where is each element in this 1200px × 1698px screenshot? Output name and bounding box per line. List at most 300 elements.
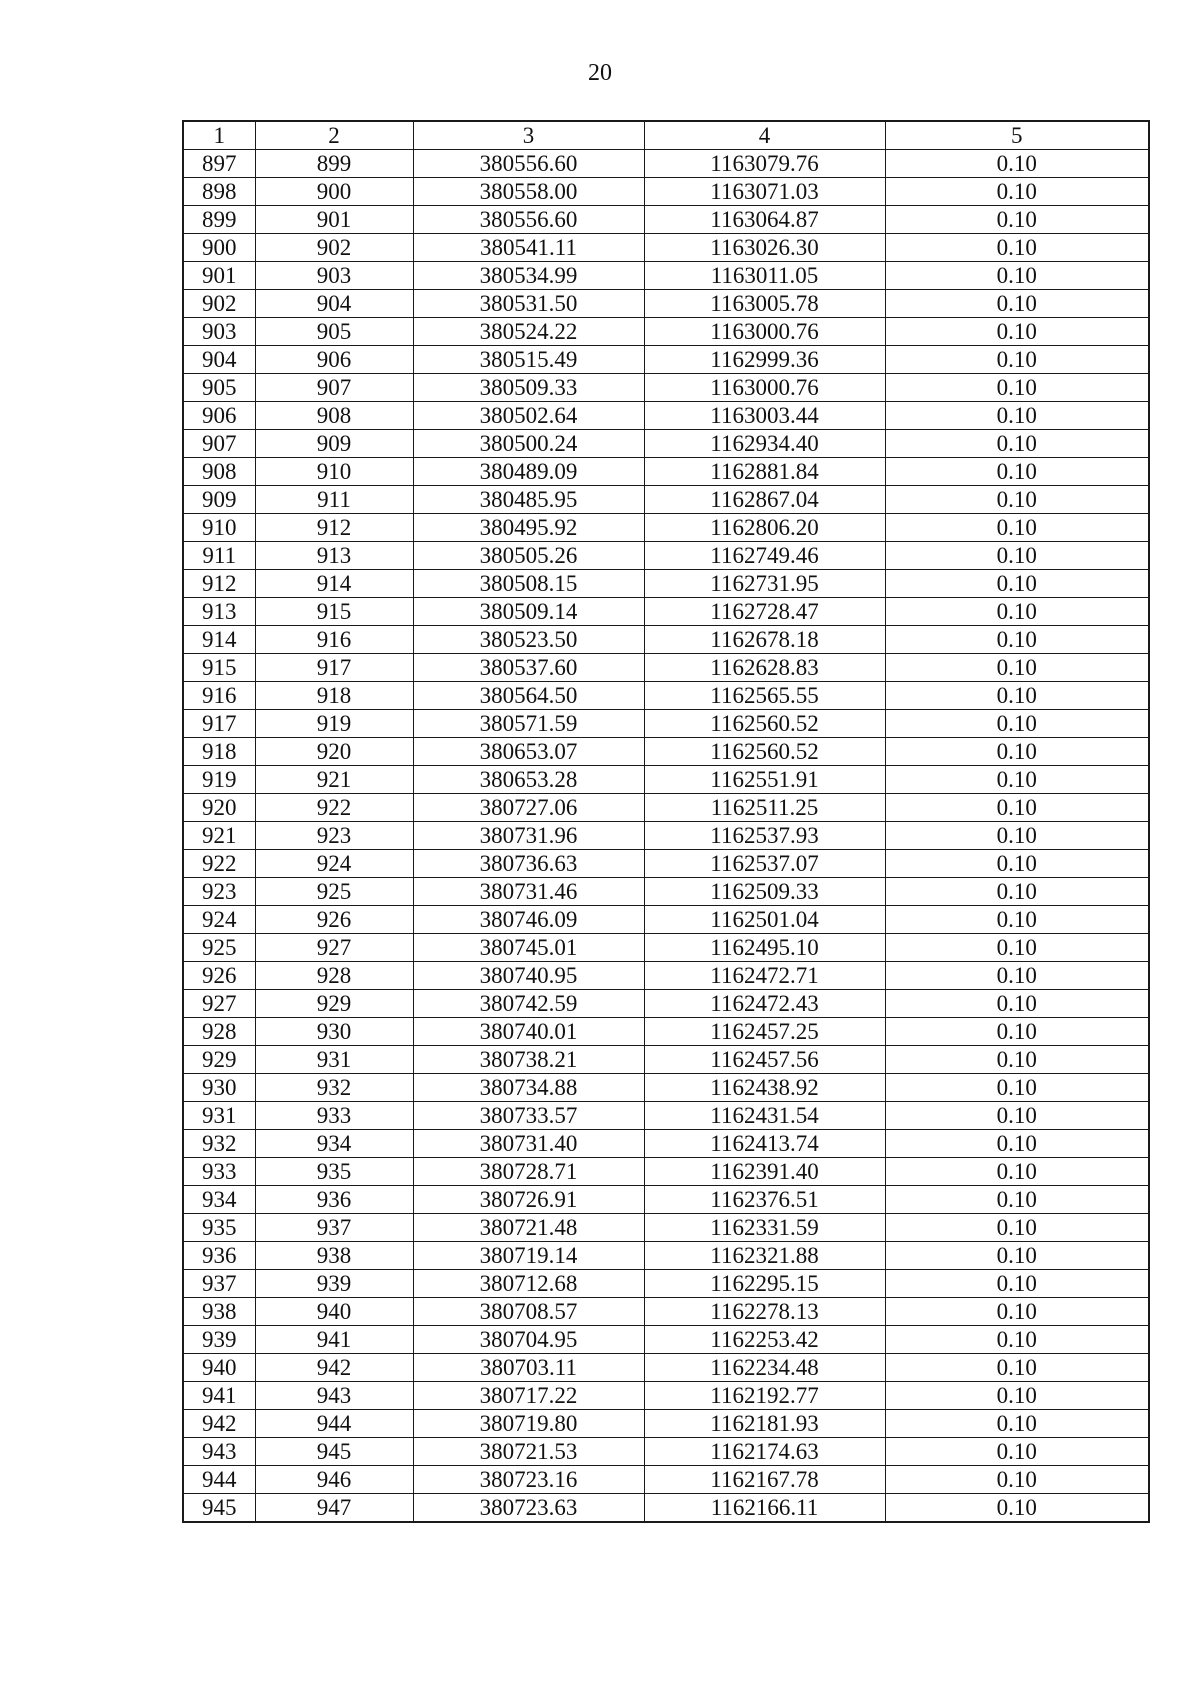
table-row (183, 1438, 1149, 1466)
y-coordinate-cell: 1162457.56 (644, 1046, 885, 1074)
y-coordinate-cell: 1162628.83 (644, 654, 885, 682)
table-row (183, 346, 1149, 374)
point-number-cell: 930 (255, 1018, 413, 1046)
row-index-cell: 945 (183, 1494, 255, 1523)
table-row (183, 934, 1149, 962)
point-number-cell: 923 (255, 822, 413, 850)
y-coordinate-cell: 1163064.87 (644, 206, 885, 234)
y-coordinate-cell: 1163003.44 (644, 402, 885, 430)
x-coordinate-cell: 380723.63 (413, 1494, 644, 1523)
row-index-cell: 909 (183, 486, 255, 514)
x-coordinate-cell: 380523.50 (413, 626, 644, 654)
point-number-cell: 941 (255, 1326, 413, 1354)
tolerance-cell: 0.10 (885, 1466, 1149, 1494)
point-number-cell: 915 (255, 598, 413, 626)
point-number-cell: 931 (255, 1046, 413, 1074)
point-number-cell: 929 (255, 990, 413, 1018)
table-header-row (183, 121, 1149, 150)
x-coordinate-cell: 380489.09 (413, 458, 644, 486)
row-index-cell: 923 (183, 878, 255, 906)
y-coordinate-cell: 1162376.51 (644, 1186, 885, 1214)
tolerance-cell: 0.10 (885, 1046, 1149, 1074)
y-coordinate-cell: 1162537.07 (644, 850, 885, 878)
y-coordinate-cell: 1162509.33 (644, 878, 885, 906)
x-coordinate-cell: 380509.33 (413, 374, 644, 402)
table-row (183, 766, 1149, 794)
x-coordinate-cell: 380717.22 (413, 1382, 644, 1410)
table-row (183, 850, 1149, 878)
row-index-cell: 903 (183, 318, 255, 346)
table-row (183, 654, 1149, 682)
x-coordinate-cell: 380653.28 (413, 766, 644, 794)
point-number-cell: 902 (255, 234, 413, 262)
tolerance-cell: 0.10 (885, 1018, 1149, 1046)
row-index-cell: 920 (183, 794, 255, 822)
table-row (183, 1158, 1149, 1186)
point-number-cell: 901 (255, 206, 413, 234)
table-row (183, 542, 1149, 570)
table-row (183, 598, 1149, 626)
tolerance-cell: 0.10 (885, 1494, 1149, 1523)
row-index-cell: 899 (183, 206, 255, 234)
x-coordinate-cell: 380531.50 (413, 290, 644, 318)
table-row (183, 1074, 1149, 1102)
column-header-2: 2 (255, 121, 413, 150)
table-row (183, 486, 1149, 514)
point-number-cell: 906 (255, 346, 413, 374)
tolerance-cell: 0.10 (885, 794, 1149, 822)
column-header-5: 5 (885, 121, 1149, 150)
x-coordinate-cell: 380723.16 (413, 1466, 644, 1494)
point-number-cell: 905 (255, 318, 413, 346)
tolerance-cell: 0.10 (885, 514, 1149, 542)
y-coordinate-cell: 1162166.11 (644, 1494, 885, 1523)
row-index-cell: 908 (183, 458, 255, 486)
y-coordinate-cell: 1162678.18 (644, 626, 885, 654)
table-row (183, 794, 1149, 822)
row-index-cell: 897 (183, 150, 255, 178)
point-number-cell: 921 (255, 766, 413, 794)
x-coordinate-cell: 380515.49 (413, 346, 644, 374)
table-body (183, 150, 1149, 1523)
x-coordinate-cell: 380745.01 (413, 934, 644, 962)
point-number-cell: 904 (255, 290, 413, 318)
x-coordinate-cell: 380556.60 (413, 206, 644, 234)
x-coordinate-cell: 380746.09 (413, 906, 644, 934)
row-index-cell: 917 (183, 710, 255, 738)
point-number-cell: 933 (255, 1102, 413, 1130)
point-number-cell: 914 (255, 570, 413, 598)
row-index-cell: 905 (183, 374, 255, 402)
y-coordinate-cell: 1163071.03 (644, 178, 885, 206)
y-coordinate-cell: 1162438.92 (644, 1074, 885, 1102)
y-coordinate-cell: 1163011.05 (644, 262, 885, 290)
row-index-cell: 907 (183, 430, 255, 458)
y-coordinate-cell: 1162806.20 (644, 514, 885, 542)
point-number-cell: 912 (255, 514, 413, 542)
point-number-cell: 919 (255, 710, 413, 738)
table-row (183, 374, 1149, 402)
column-header-4: 4 (644, 121, 885, 150)
point-number-cell: 903 (255, 262, 413, 290)
x-coordinate-cell: 380726.91 (413, 1186, 644, 1214)
tolerance-cell: 0.10 (885, 402, 1149, 430)
x-coordinate-cell: 380738.21 (413, 1046, 644, 1074)
y-coordinate-cell: 1162551.91 (644, 766, 885, 794)
x-coordinate-cell: 380727.06 (413, 794, 644, 822)
row-index-cell: 901 (183, 262, 255, 290)
x-coordinate-cell: 380571.59 (413, 710, 644, 738)
tolerance-cell: 0.10 (885, 850, 1149, 878)
tolerance-cell: 0.10 (885, 1298, 1149, 1326)
row-index-cell: 939 (183, 1326, 255, 1354)
y-coordinate-cell: 1162234.48 (644, 1354, 885, 1382)
tolerance-cell: 0.10 (885, 1102, 1149, 1130)
tolerance-cell: 0.10 (885, 346, 1149, 374)
row-index-cell: 929 (183, 1046, 255, 1074)
point-number-cell: 899 (255, 150, 413, 178)
point-number-cell: 911 (255, 486, 413, 514)
table-row (183, 822, 1149, 850)
row-index-cell: 902 (183, 290, 255, 318)
point-number-cell: 925 (255, 878, 413, 906)
point-number-cell: 937 (255, 1214, 413, 1242)
y-coordinate-cell: 1162472.43 (644, 990, 885, 1018)
x-coordinate-cell: 380736.63 (413, 850, 644, 878)
tolerance-cell: 0.10 (885, 1158, 1149, 1186)
point-number-cell: 932 (255, 1074, 413, 1102)
x-coordinate-cell: 380731.40 (413, 1130, 644, 1158)
x-coordinate-cell: 380740.95 (413, 962, 644, 990)
table-row (183, 1382, 1149, 1410)
row-index-cell: 935 (183, 1214, 255, 1242)
y-coordinate-cell: 1162867.04 (644, 486, 885, 514)
tolerance-cell: 0.10 (885, 626, 1149, 654)
point-number-cell: 938 (255, 1242, 413, 1270)
point-number-cell: 936 (255, 1186, 413, 1214)
y-coordinate-cell: 1162565.55 (644, 682, 885, 710)
y-coordinate-cell: 1162295.15 (644, 1270, 885, 1298)
coordinates-table (182, 120, 1150, 1523)
row-index-cell: 943 (183, 1438, 255, 1466)
y-coordinate-cell: 1162167.78 (644, 1466, 885, 1494)
row-index-cell: 922 (183, 850, 255, 878)
point-number-cell: 944 (255, 1410, 413, 1438)
point-number-cell: 945 (255, 1438, 413, 1466)
x-coordinate-cell: 380500.24 (413, 430, 644, 458)
x-coordinate-cell: 380719.14 (413, 1242, 644, 1270)
point-number-cell: 940 (255, 1298, 413, 1326)
x-coordinate-cell: 380742.59 (413, 990, 644, 1018)
row-index-cell: 904 (183, 346, 255, 374)
y-coordinate-cell: 1162278.13 (644, 1298, 885, 1326)
row-index-cell: 944 (183, 1466, 255, 1494)
table-row (183, 178, 1149, 206)
x-coordinate-cell: 380564.50 (413, 682, 644, 710)
y-coordinate-cell: 1162749.46 (644, 542, 885, 570)
y-coordinate-cell: 1163000.76 (644, 318, 885, 346)
y-coordinate-cell: 1163079.76 (644, 150, 885, 178)
tolerance-cell: 0.10 (885, 1130, 1149, 1158)
tolerance-cell: 0.10 (885, 570, 1149, 598)
tolerance-cell: 0.10 (885, 206, 1149, 234)
y-coordinate-cell: 1162881.84 (644, 458, 885, 486)
x-coordinate-cell: 380653.07 (413, 738, 644, 766)
row-index-cell: 934 (183, 1186, 255, 1214)
row-index-cell: 898 (183, 178, 255, 206)
y-coordinate-cell: 1162174.63 (644, 1438, 885, 1466)
tolerance-cell: 0.10 (885, 1270, 1149, 1298)
y-coordinate-cell: 1162431.54 (644, 1102, 885, 1130)
row-index-cell: 931 (183, 1102, 255, 1130)
y-coordinate-cell: 1162331.59 (644, 1214, 885, 1242)
point-number-cell: 928 (255, 962, 413, 990)
row-index-cell: 919 (183, 766, 255, 794)
x-coordinate-cell: 380740.01 (413, 1018, 644, 1046)
page-number: 20 (588, 60, 612, 86)
table-row (183, 738, 1149, 766)
y-coordinate-cell: 1162181.93 (644, 1410, 885, 1438)
x-coordinate-cell: 380703.11 (413, 1354, 644, 1382)
y-coordinate-cell: 1162560.52 (644, 738, 885, 766)
row-index-cell: 921 (183, 822, 255, 850)
column-header-3: 3 (413, 121, 644, 150)
y-coordinate-cell: 1162934.40 (644, 430, 885, 458)
table-row (183, 1354, 1149, 1382)
table-row (183, 206, 1149, 234)
tolerance-cell: 0.10 (885, 374, 1149, 402)
x-coordinate-cell: 380558.00 (413, 178, 644, 206)
point-number-cell: 900 (255, 178, 413, 206)
table-row (183, 1410, 1149, 1438)
row-index-cell: 933 (183, 1158, 255, 1186)
table-row (183, 430, 1149, 458)
x-coordinate-cell: 380495.92 (413, 514, 644, 542)
y-coordinate-cell: 1162999.36 (644, 346, 885, 374)
row-index-cell: 940 (183, 1354, 255, 1382)
tolerance-cell: 0.10 (885, 1326, 1149, 1354)
point-number-cell: 943 (255, 1382, 413, 1410)
x-coordinate-cell: 380508.15 (413, 570, 644, 598)
row-index-cell: 916 (183, 682, 255, 710)
y-coordinate-cell: 1162472.71 (644, 962, 885, 990)
row-index-cell: 924 (183, 906, 255, 934)
row-index-cell: 937 (183, 1270, 255, 1298)
tolerance-cell: 0.10 (885, 1074, 1149, 1102)
tolerance-cell: 0.10 (885, 542, 1149, 570)
y-coordinate-cell: 1162192.77 (644, 1382, 885, 1410)
row-index-cell: 942 (183, 1410, 255, 1438)
tolerance-cell: 0.10 (885, 458, 1149, 486)
y-coordinate-cell: 1162537.93 (644, 822, 885, 850)
point-number-cell: 916 (255, 626, 413, 654)
row-index-cell: 914 (183, 626, 255, 654)
y-coordinate-cell: 1162413.74 (644, 1130, 885, 1158)
table-row (183, 262, 1149, 290)
table-row (183, 150, 1149, 178)
table-row (183, 626, 1149, 654)
y-coordinate-cell: 1163026.30 (644, 234, 885, 262)
y-coordinate-cell: 1162501.04 (644, 906, 885, 934)
table-row (183, 906, 1149, 934)
point-number-cell: 935 (255, 1158, 413, 1186)
point-number-cell: 920 (255, 738, 413, 766)
tolerance-cell: 0.10 (885, 178, 1149, 206)
tolerance-cell: 0.10 (885, 682, 1149, 710)
row-index-cell: 911 (183, 542, 255, 570)
tolerance-cell: 0.10 (885, 822, 1149, 850)
row-index-cell: 941 (183, 1382, 255, 1410)
column-header-1: 1 (183, 121, 255, 150)
row-index-cell: 918 (183, 738, 255, 766)
table-row (183, 458, 1149, 486)
x-coordinate-cell: 380733.57 (413, 1102, 644, 1130)
table-row (183, 570, 1149, 598)
point-number-cell: 934 (255, 1130, 413, 1158)
table-row (183, 234, 1149, 262)
table-row (183, 878, 1149, 906)
tolerance-cell: 0.10 (885, 654, 1149, 682)
x-coordinate-cell: 380537.60 (413, 654, 644, 682)
row-index-cell: 900 (183, 234, 255, 262)
y-coordinate-cell: 1163005.78 (644, 290, 885, 318)
point-number-cell: 939 (255, 1270, 413, 1298)
table-row (183, 962, 1149, 990)
tolerance-cell: 0.10 (885, 1410, 1149, 1438)
tolerance-cell: 0.10 (885, 906, 1149, 934)
tolerance-cell: 0.10 (885, 234, 1149, 262)
row-index-cell: 936 (183, 1242, 255, 1270)
tolerance-cell: 0.10 (885, 1438, 1149, 1466)
table-row (183, 1270, 1149, 1298)
row-index-cell: 932 (183, 1130, 255, 1158)
row-index-cell: 938 (183, 1298, 255, 1326)
table-row (183, 682, 1149, 710)
x-coordinate-cell: 380541.11 (413, 234, 644, 262)
point-number-cell: 942 (255, 1354, 413, 1382)
tolerance-cell: 0.10 (885, 150, 1149, 178)
table-row (183, 1242, 1149, 1270)
row-index-cell: 927 (183, 990, 255, 1018)
x-coordinate-cell: 380704.95 (413, 1326, 644, 1354)
y-coordinate-cell: 1162731.95 (644, 570, 885, 598)
table-row (183, 990, 1149, 1018)
y-coordinate-cell: 1162321.88 (644, 1242, 885, 1270)
x-coordinate-cell: 380502.64 (413, 402, 644, 430)
point-number-cell: 913 (255, 542, 413, 570)
x-coordinate-cell: 380524.22 (413, 318, 644, 346)
y-coordinate-cell: 1163000.76 (644, 374, 885, 402)
row-index-cell: 910 (183, 514, 255, 542)
table-row (183, 1186, 1149, 1214)
table-row (183, 1494, 1149, 1523)
table-row (183, 1046, 1149, 1074)
x-coordinate-cell: 380721.53 (413, 1438, 644, 1466)
table-row (183, 402, 1149, 430)
point-number-cell: 907 (255, 374, 413, 402)
tolerance-cell: 0.10 (885, 962, 1149, 990)
table-row (183, 290, 1149, 318)
row-index-cell: 906 (183, 402, 255, 430)
point-number-cell: 922 (255, 794, 413, 822)
point-number-cell: 927 (255, 934, 413, 962)
tolerance-cell: 0.10 (885, 262, 1149, 290)
row-index-cell: 925 (183, 934, 255, 962)
x-coordinate-cell: 380505.26 (413, 542, 644, 570)
table-row (183, 318, 1149, 346)
point-number-cell: 908 (255, 402, 413, 430)
tolerance-cell: 0.10 (885, 1354, 1149, 1382)
x-coordinate-cell: 380534.99 (413, 262, 644, 290)
tolerance-cell: 0.10 (885, 318, 1149, 346)
table-row (183, 1214, 1149, 1242)
y-coordinate-cell: 1162457.25 (644, 1018, 885, 1046)
tolerance-cell: 0.10 (885, 766, 1149, 794)
row-index-cell: 928 (183, 1018, 255, 1046)
y-coordinate-cell: 1162728.47 (644, 598, 885, 626)
x-coordinate-cell: 380728.71 (413, 1158, 644, 1186)
point-number-cell: 910 (255, 458, 413, 486)
point-number-cell: 909 (255, 430, 413, 458)
row-index-cell: 915 (183, 654, 255, 682)
point-number-cell: 926 (255, 906, 413, 934)
tolerance-cell: 0.10 (885, 738, 1149, 766)
tolerance-cell: 0.10 (885, 1382, 1149, 1410)
row-index-cell: 913 (183, 598, 255, 626)
table-row (183, 1130, 1149, 1158)
y-coordinate-cell: 1162253.42 (644, 1326, 885, 1354)
table-row (183, 1102, 1149, 1130)
row-index-cell: 930 (183, 1074, 255, 1102)
tolerance-cell: 0.10 (885, 1242, 1149, 1270)
tolerance-cell: 0.10 (885, 1214, 1149, 1242)
table-row (183, 1298, 1149, 1326)
tolerance-cell: 0.10 (885, 1186, 1149, 1214)
x-coordinate-cell: 380556.60 (413, 150, 644, 178)
x-coordinate-cell: 380509.14 (413, 598, 644, 626)
point-number-cell: 924 (255, 850, 413, 878)
x-coordinate-cell: 380734.88 (413, 1074, 644, 1102)
tolerance-cell: 0.10 (885, 486, 1149, 514)
point-number-cell: 917 (255, 654, 413, 682)
y-coordinate-cell: 1162560.52 (644, 710, 885, 738)
point-number-cell: 918 (255, 682, 413, 710)
tolerance-cell: 0.10 (885, 710, 1149, 738)
tolerance-cell: 0.10 (885, 290, 1149, 318)
y-coordinate-cell: 1162495.10 (644, 934, 885, 962)
point-number-cell: 947 (255, 1494, 413, 1523)
x-coordinate-cell: 380708.57 (413, 1298, 644, 1326)
tolerance-cell: 0.10 (885, 934, 1149, 962)
table-row (183, 1326, 1149, 1354)
point-number-cell: 946 (255, 1466, 413, 1494)
x-coordinate-cell: 380731.46 (413, 878, 644, 906)
x-coordinate-cell: 380719.80 (413, 1410, 644, 1438)
y-coordinate-cell: 1162511.25 (644, 794, 885, 822)
x-coordinate-cell: 380712.68 (413, 1270, 644, 1298)
row-index-cell: 912 (183, 570, 255, 598)
tolerance-cell: 0.10 (885, 430, 1149, 458)
table-row (183, 514, 1149, 542)
tolerance-cell: 0.10 (885, 598, 1149, 626)
tolerance-cell: 0.10 (885, 878, 1149, 906)
table-row (183, 710, 1149, 738)
table-row (183, 1466, 1149, 1494)
tolerance-cell: 0.10 (885, 990, 1149, 1018)
x-coordinate-cell: 380485.95 (413, 486, 644, 514)
table-row (183, 1018, 1149, 1046)
row-index-cell: 926 (183, 962, 255, 990)
